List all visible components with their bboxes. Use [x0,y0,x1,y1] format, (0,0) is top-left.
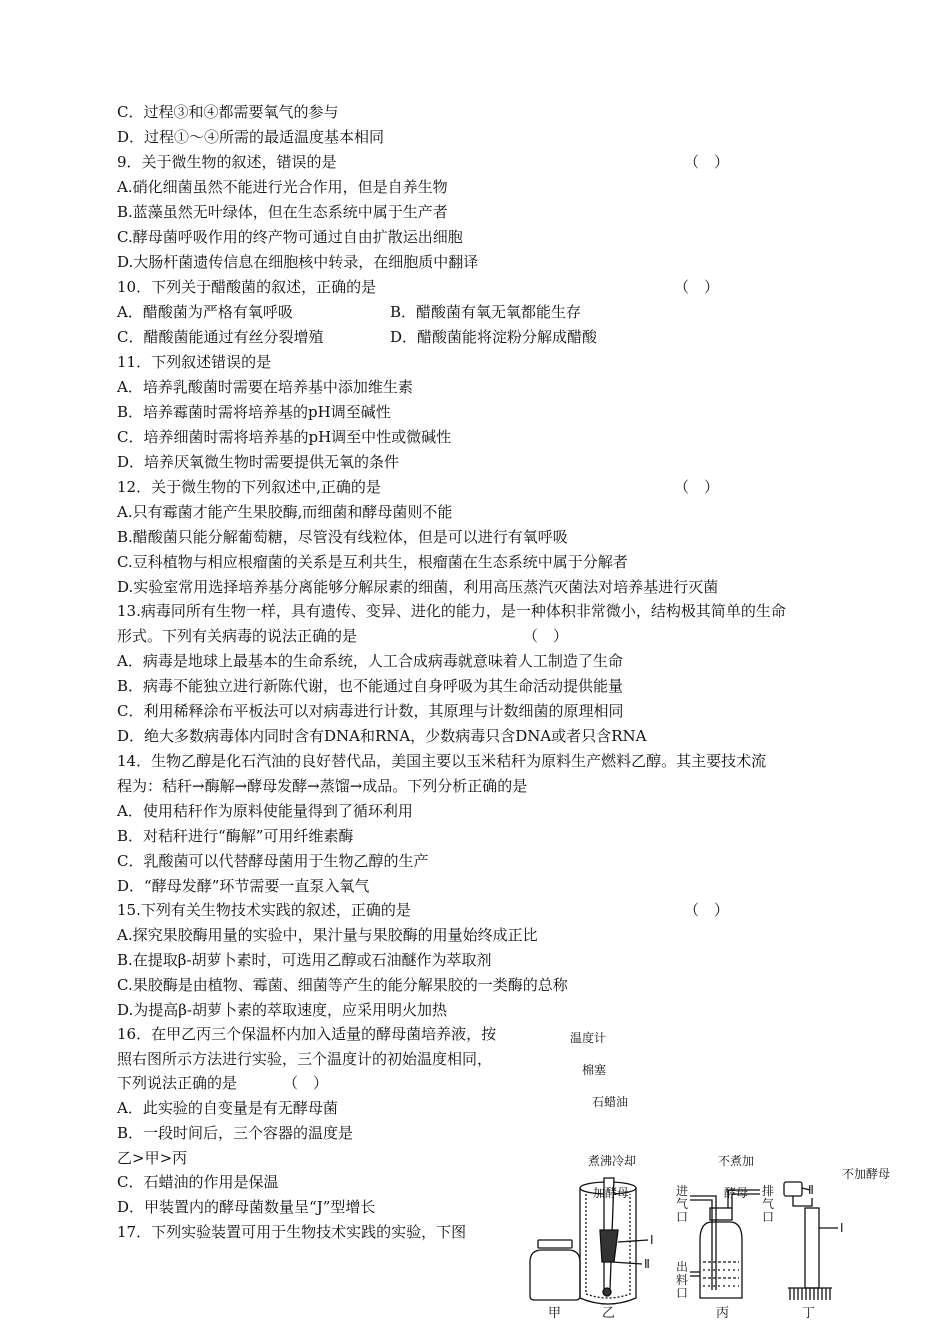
label-ding-I: Ⅰ [840,1221,844,1235]
q13-option-c: C．利用稀释涂布平板法可以对病毒进行计数，其原理与计数细菌的原理相同 [117,702,624,720]
label-yi-II: Ⅱ [644,1257,650,1271]
label-exhaust-3: 口 [762,1210,775,1224]
q13-option-b: B．病毒不能独立进行新陈代谢，也不能通过自身呼吸为其生命活动提供能量 [117,677,624,695]
q14-option-b: B．对秸秆进行“酶解”可用纤维素酶 [117,827,354,845]
q11-option-c: C．培养细菌时需将培养基的pH调至中性或微碱性 [117,428,452,446]
answer-paren: （ ） [684,153,730,171]
label-yeast: 酵母 [724,1186,749,1200]
q13-option-a: A．病毒是地球上最基本的生命系统，人工合成病毒就意味着人工制造了生命 [117,652,623,670]
answer-paren: （ ） [674,478,720,496]
q15-option-b: B.在提取β-胡萝卜素时，可选用乙醇或石油醚作为萃取剂 [117,951,492,969]
q16-option-a: A．此实验的自变量是有无酵母菌 [117,1099,338,1117]
q11-stem: 11．下列叙述错误的是 [117,353,272,371]
q9-stem: 9．关于微生物的叙述，错误的是 [117,153,337,171]
q10-option-a: A．醋酸菌为严格有氧呼吸 [117,303,293,321]
q9-option-d: D.大肠杆菌遗传信息在细胞核中转录，在细胞质中翻译 [117,253,479,271]
q10-stem: 10．下列关于醋酸菌的叙述，正确的是 [117,278,377,296]
label-intake-3: 口 [676,1210,689,1224]
q14-stem-1: 14．生物乙醇是化石汽油的良好替代品，美国主要以玉米秸秆为原料生产燃料乙醇。其主要技术流 [117,752,767,770]
label-jia: 甲 [548,1306,562,1321]
q16-stem-2: 照右图所示方法进行实验，三个温度计的初始温度相同， [117,1050,493,1068]
q13-stem-1: 13.病毒同所有生物一样，具有遗传、变异、进化的能力，是一种体积非常微小，结构极其简单的生命 [117,602,786,620]
q9-option-a: A.硝化细菌虽然不能进行光合作用，但是自养生物 [117,178,448,196]
answer-paren: （ ） [283,1074,329,1092]
label-outlet-2: 料 [676,1273,689,1287]
label-outlet-1: 出 [676,1260,689,1274]
label-yi-I: Ⅰ [650,1233,654,1247]
answer-paren: （ ） [684,901,730,919]
q12-option-c: C.豆科植物与相应根瘤菌的关系是互利共生，根瘤菌在生态系统中属于分解者 [117,553,628,571]
label-exhaust-2: 气 [762,1197,775,1211]
label-thermometer: 温度计 [570,1031,607,1045]
label-ding: 丁 [802,1306,816,1321]
q9-option-b: B.蓝藻虽然无叶绿体，但在生态系统中属于生产者 [117,203,448,221]
label-paraffin-oil: 石蜡油 [592,1095,629,1109]
label-no-boil-add: 不煮加 [718,1154,755,1168]
q17-stem: 17．下列实验装置可用于生物技术实践的实验，下图 [117,1223,467,1241]
q11-option-d: D．培养厌氧微生物时需要提供无氧的条件 [117,453,400,471]
q14-option-c: C．乳酸菌可以代替酵母菌用于生物乙醇的生产 [117,852,429,870]
q16-stem-1: 16．在甲乙丙三个保温杯内加入适量的酵母菌培养液，按 [117,1025,497,1043]
label-cotton-plug: 棉塞 [582,1063,607,1077]
label-add-yeast: 加酵母 [593,1186,630,1200]
label-yi: 乙 [602,1306,616,1321]
q14-option-d: D．“酵母发酵”环节需要一直泵入氧气 [117,877,370,895]
q11-option-b: B．培养霉菌时需将培养基的pH调至碱性 [117,403,391,421]
q16-option-b: B．一段时间后，三个容器的温度是 [117,1124,354,1142]
label-intake-1: 进 [676,1184,689,1198]
q13-stem-2: 形式。下列有关病毒的说法正确的是 [117,627,358,645]
wash-bottle-bing [690,1190,760,1298]
q10-option-c: C．醋酸菌能通过有丝分裂增殖 [117,328,324,346]
answer-paren: （ ） [523,627,569,645]
q12-option-a: A.只有霉菌才能产生果胶酶,而细菌和酵母菌则不能 [117,503,453,521]
label-ding-II: Ⅱ [808,1183,814,1197]
q12-option-b: B.醋酸菌只能分解葡萄糖，尽管没有线粒体，但是可以进行有氧呼吸 [117,528,568,546]
label-exhaust-1: 排 [762,1184,775,1198]
q15-option-a: A.探究果胶酶用量的实验中，果汁量与果胶酶的用量始终成正比 [117,926,538,944]
q16-stem-3: 下列说法正确的是 [117,1074,238,1092]
q15-stem: 15.下列有关生物技术实践的叙述，正确的是 [117,901,411,919]
q14-option-a: A．使用秸秆作为原料使能量得到了循环利用 [117,802,413,820]
label-boil-cool: 煮沸冷却 [588,1154,637,1168]
bottle-jia [530,1240,580,1300]
answer-paren: （ ） [674,278,720,296]
q11-option-a: A．培养乳酸菌时需要在培养基中添加维生素 [117,378,413,396]
q15-option-d: D.为提高β-胡萝卜素的萃取速度，应采用明火加热 [117,1001,448,1019]
label-outlet-3: 口 [676,1286,689,1300]
q8-option-d: D．过程①～④所需的最适温度基本相同 [117,128,385,146]
label-no-yeast: 不加酵母 [842,1167,891,1181]
q16-option-c: C．石蜡油的作用是保温 [117,1173,279,1191]
q10-option-b: B．醋酸菌有氧无氧都能生存 [390,303,582,321]
q10-option-d: D．醋酸菌能将淀粉分解成醋酸 [390,328,598,346]
q13-option-d: D．绝大多数病毒体内同时含有DNA和RNA，少数病毒只含DNA或者只含RNA [117,727,647,745]
q16-option-b-cont: 乙>甲>丙 [117,1149,188,1167]
q15-option-c: C.果胶酶是由植物、霉菌、细菌等产生的能分解果胶的一类酶的总称 [117,976,568,994]
q8-option-c: C．过程③和④都需要氧气的参与 [117,103,339,121]
q12-option-d: D.实验室常用选择培养基分离能够分解尿素的细菌，利用高压蒸汽灭菌法对培养基进行灭菌 [117,578,719,596]
label-intake-2: 气 [676,1197,689,1211]
q9-option-c: C.酵母菌呼吸作用的终产物可通过自由扩散运出细胞 [117,228,463,246]
q16-option-d: D．甲装置内的酵母菌数量呈“J”型增长 [117,1198,376,1216]
label-bing: 丙 [716,1306,730,1321]
q12-stem: 12．关于微生物的下列叙述中,正确的是 [117,478,381,496]
q14-stem-2: 程为：秸秆→酶解→酵母发酵→蒸馏→成品。下列分析正确的是 [117,777,528,795]
column-ding [784,1182,838,1300]
